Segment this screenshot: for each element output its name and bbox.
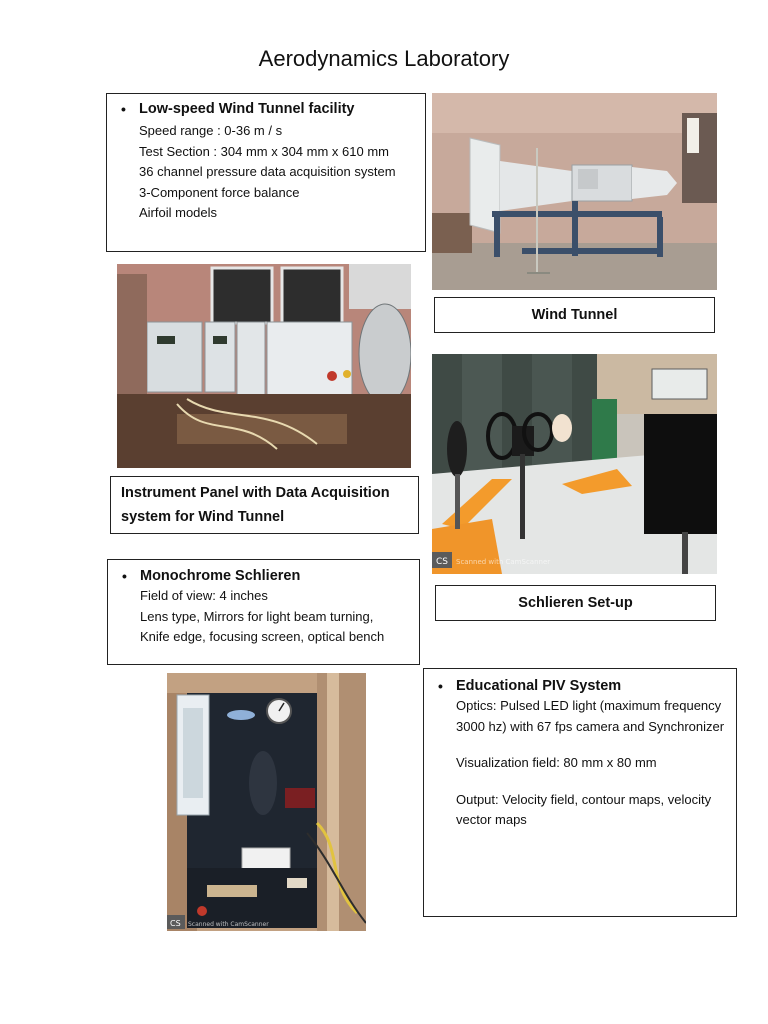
piv-spec-output: Output: Velocity field, contour maps, velocity [456,791,712,807]
page-title: Aerodynamics Laboratory [258,46,510,71]
wind-tunnel-heading: • Low-speed Wind Tunnel facility [121,101,355,117]
piv-spec-output: vector maps [456,812,527,827]
piv-spec-field: Visualization field: 80 mm x 80 mm [456,755,657,770]
piv-system-photo [167,673,366,931]
piv-spec-optics: Optics: Pulsed LED light (maximum frequency [456,698,722,713]
schlieren-spec: Knife edge, focusing screen, optical bench [140,629,385,644]
piv-heading: • Educational PIV System [438,678,622,694]
wind-tunnel-caption: Wind Tunnel [434,297,715,333]
wind-tunnel-spec: Speed range : 0-36 m / s [139,123,283,138]
schlieren-photo [432,354,717,574]
schlieren-info-box [107,559,420,665]
svg-text:CS: CS [170,919,181,928]
wind-tunnel-photo [432,93,717,290]
camscanner-watermark: Scanned with CamScanner [188,921,269,928]
wind-tunnel-spec: Test Section : 304 mm x 304 mm x 610 mm [139,143,389,159]
instrument-panel-caption: Instrument Panel with Data Acquisition system for Wind Tunnel [110,476,419,534]
bullet-icon: • [122,568,127,584]
bullet-icon: • [438,678,443,694]
schlieren-heading: • Monochrome Schlieren [122,568,301,584]
schlieren-caption: Schlieren Set-up [435,585,716,621]
wind-tunnel-spec: 3-Component force balance [139,184,300,200]
wind-tunnel-info-box [106,93,426,252]
svg-text:CS: CS [436,557,448,567]
instrument-panel-photo [117,264,411,468]
schlieren-spec: Lens type, Mirrors for light beam turning, [140,608,374,624]
wind-tunnel-spec: 36 channel pressure data acquisition system [139,164,396,179]
piv-info-box [423,668,737,917]
schlieren-spec: Field of view: 4 inches [140,588,268,603]
wind-tunnel-spec: Airfoil models [139,205,218,220]
bullet-icon: • [121,101,126,117]
camscanner-watermark: Scanned with CamScanner [456,558,551,566]
piv-spec-optics: 3000 hz) with 67 fps camera and Synchronizer [456,718,725,734]
